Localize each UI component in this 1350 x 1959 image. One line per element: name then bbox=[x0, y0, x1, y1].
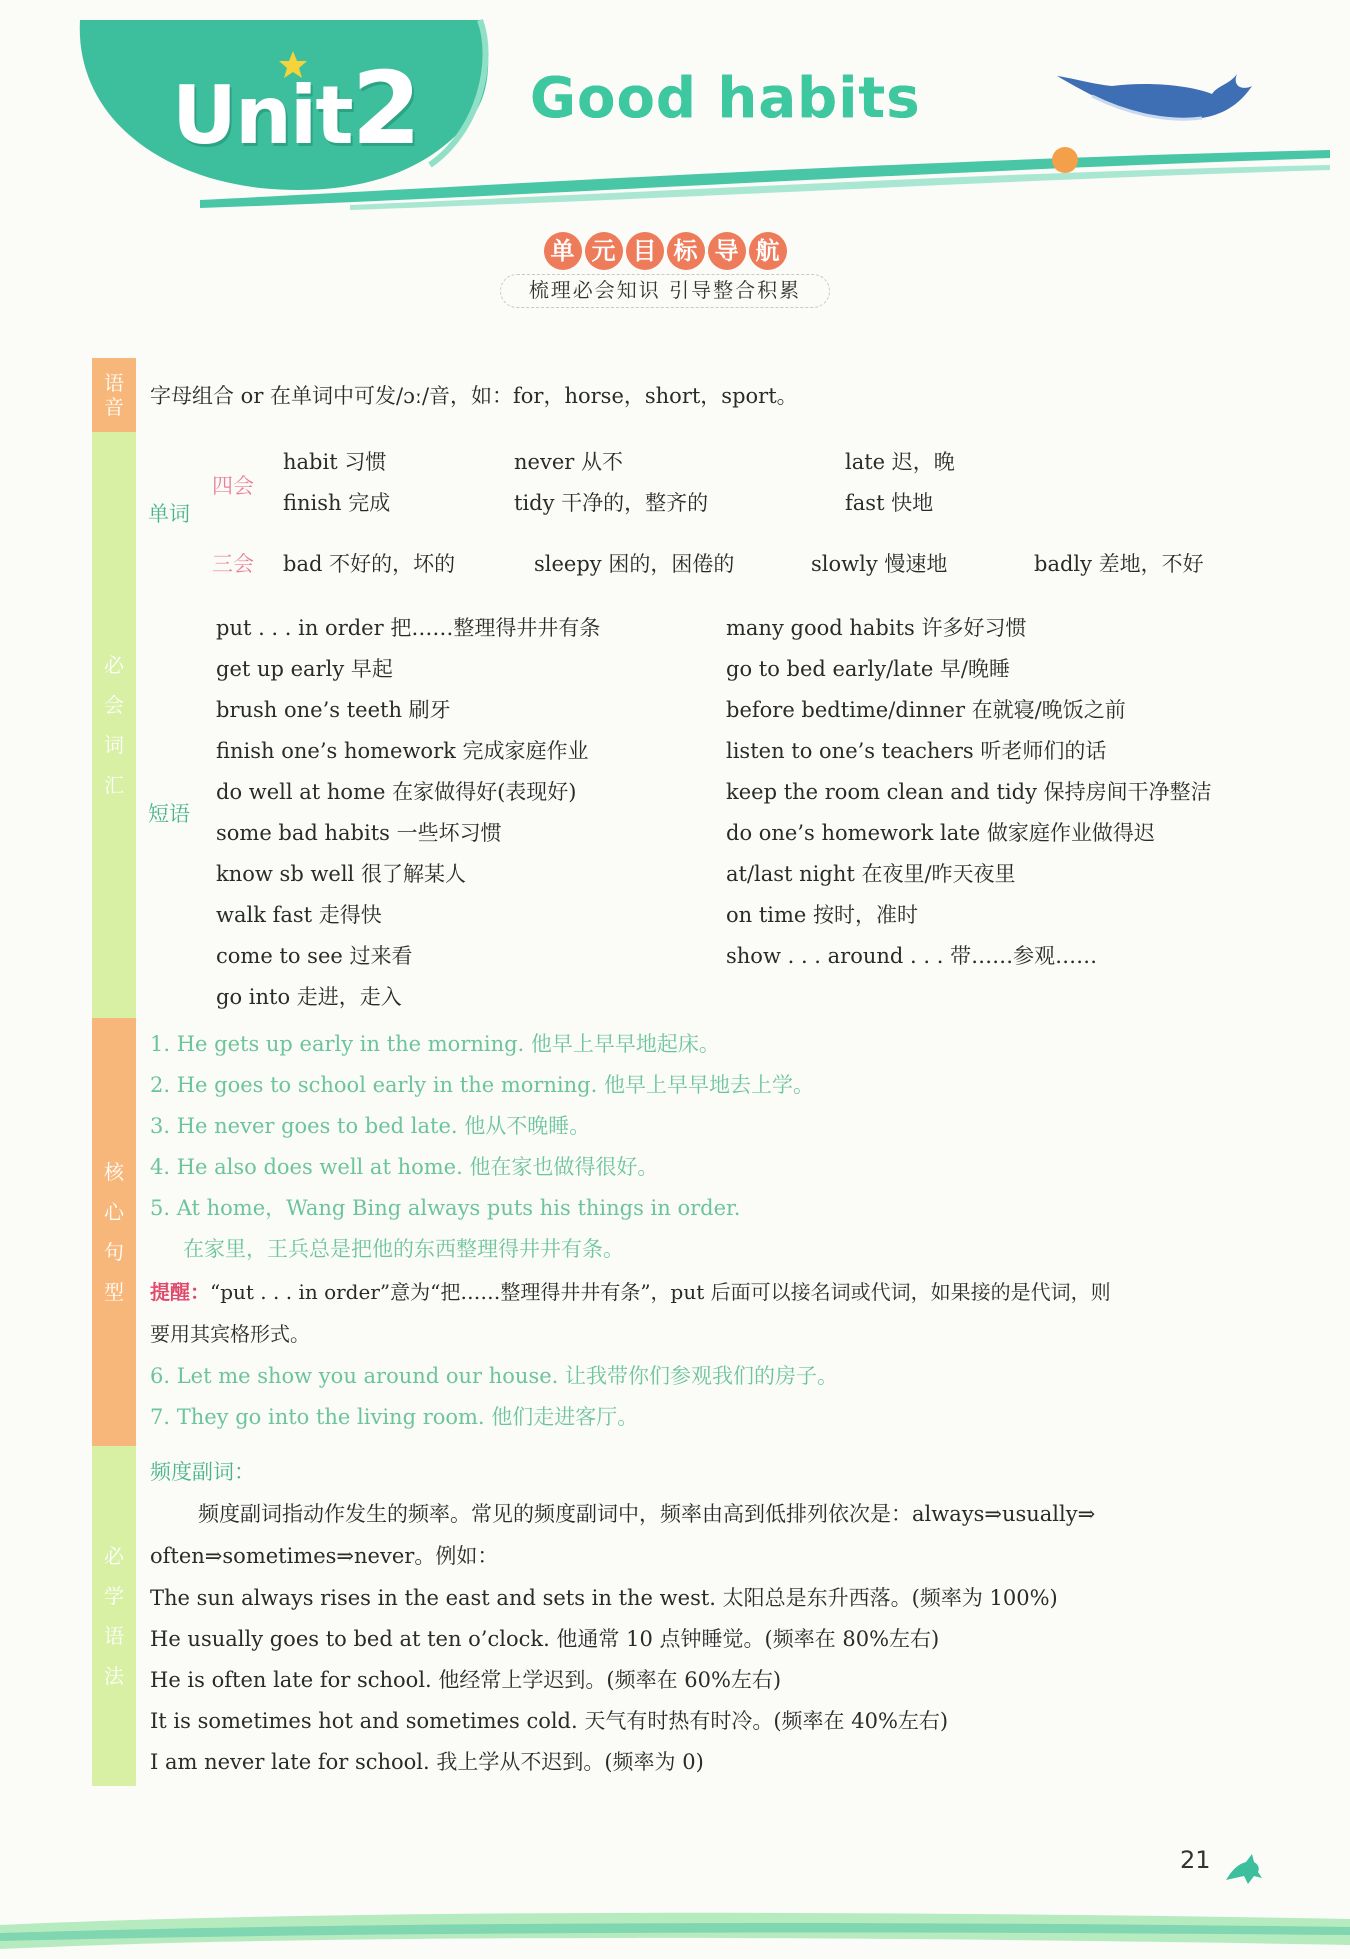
page-number: 21 bbox=[1180, 1846, 1211, 1874]
phrase-item: go to bed early/late 早/晚睡 bbox=[726, 657, 1011, 681]
four-words-col1 bbox=[283, 446, 390, 528]
orange-ball-icon bbox=[1050, 145, 1080, 175]
phrase-item: brush one’s teeth 刷牙 bbox=[216, 698, 451, 722]
four-words-col2 bbox=[514, 446, 708, 528]
footer-band bbox=[0, 1905, 1350, 1959]
unit-title: Good habits bbox=[530, 66, 921, 131]
phrase-item: keep the room clean and tidy 保持房间干净整洁 bbox=[726, 780, 1212, 804]
phrase-item: know sb well 很了解某人 bbox=[216, 862, 466, 886]
phrase-item: do one’s homework late 做家庭作业做得迟 bbox=[726, 821, 1155, 845]
sentence-item: 3. He never goes to bed late. 他从不晚睡。 bbox=[150, 1114, 591, 1138]
word-item: sleepy 困的，困倦的 bbox=[534, 552, 735, 576]
four-words-col3 bbox=[845, 446, 955, 528]
word-item: slowly 慢速地 bbox=[811, 552, 948, 576]
key-sentences-list-2 bbox=[150, 1360, 838, 1442]
grammar-heading: 频度副词： bbox=[150, 1460, 255, 1484]
sentence-item: 2. He goes to school early in the morning. 他早上早早地去上学。 bbox=[150, 1073, 814, 1097]
phrase-item: walk fast 走得快 bbox=[216, 903, 382, 927]
phrase-item: before bedtime/dinner 在就寝/晚饭之前 bbox=[726, 698, 1126, 722]
word-item: finish 完成 bbox=[283, 491, 391, 515]
example-item: He is often late for school. 他经常上学迟到。(频率在 60%左右) bbox=[150, 1668, 782, 1692]
sentence-item: 6. Let me show you around our house. 让我带你们参观我们的房子。 bbox=[150, 1364, 839, 1388]
phrases-left-col bbox=[216, 612, 600, 1022]
phrase-item: get up early 早起 bbox=[216, 657, 393, 681]
phrase-item: on time 按时，准时 bbox=[726, 903, 919, 927]
nav-title: 单 元 目 标 导 航 bbox=[540, 232, 790, 272]
phrase-item: go into 走进，走入 bbox=[216, 985, 402, 1009]
nav-subtitle: 梳理必会知识 引导整合积累 bbox=[500, 274, 830, 308]
tip-line-1: 提醒：“put . . . in order”意为“把……整理得井井有条”，put 后面可以接名词或代词，如果接的是代词，则 bbox=[150, 1280, 1111, 1304]
phonics-text: 字母组合 or 在单词中可发/ɔː/音，如：for，horse，short，sport。 bbox=[150, 384, 798, 408]
key-sentences-list bbox=[150, 1028, 814, 1274]
phrases-label: 短语 bbox=[148, 802, 190, 826]
unit-label: Unit2 bbox=[172, 50, 420, 167]
tip-line-2: 要用其宾格形式。 bbox=[150, 1322, 310, 1346]
phrase-item: come to see 过来看 bbox=[216, 944, 413, 968]
phrase-item: some bad habits 一些坏习惯 bbox=[216, 821, 502, 845]
sidebar-vocab: 必 会 词 汇 bbox=[92, 432, 136, 1018]
sidebar-grammar: 必 学 语 法 bbox=[92, 1446, 136, 1786]
grammar-intro-2: often⇒sometimes⇒never。例如： bbox=[150, 1544, 499, 1568]
four-skill-label: 四会 bbox=[212, 474, 254, 498]
phrase-item: many good habits 许多好习惯 bbox=[726, 616, 1027, 640]
example-item: It is sometimes hot and sometimes cold. 天气有时热有时冷。(频率在 40%左右) bbox=[150, 1709, 949, 1733]
tip-label: 提醒： bbox=[150, 1280, 210, 1304]
word-item: badly 差地，不好 bbox=[1034, 552, 1204, 576]
sidebar-sentences: 核 心 句 型 bbox=[92, 1018, 136, 1446]
grammar-examples bbox=[150, 1582, 1058, 1787]
sentence-item: 在家里，王兵总是把他的东西整理得井井有条。 bbox=[183, 1237, 624, 1261]
word-item: never 从不 bbox=[514, 450, 623, 474]
phrase-item: at/last night 在夜里/昨天夜里 bbox=[726, 862, 1016, 886]
example-item: I am never late for school. 我上学从不迟到。(频率为 0) bbox=[150, 1750, 704, 1774]
sentence-item: 5. At home，Wang Bing always puts his things in order. bbox=[150, 1196, 741, 1220]
three-skill-label: 三会 bbox=[212, 552, 254, 576]
whale-icon bbox=[1052, 56, 1262, 156]
word-item: fast 快地 bbox=[845, 491, 934, 515]
example-item: The sun always rises in the east and sets in the west. 太阳总是东升西落。(频率为 100%) bbox=[150, 1586, 1058, 1610]
sidebar-phonics: 语 音 bbox=[92, 358, 136, 432]
phrase-item: finish one’s homework 完成家庭作业 bbox=[216, 739, 589, 763]
word-item: bad 不好的，坏的 bbox=[283, 552, 456, 576]
sentence-item: 4. He also does well at home. 他在家也做得很好。 bbox=[150, 1155, 659, 1179]
word-item: late 迟，晚 bbox=[845, 450, 955, 474]
phrase-item: show . . . around . . . 带……参观…… bbox=[726, 944, 1098, 968]
grammar-intro-1: 频度副词指动作发生的频率。常见的频度副词中，频率由高到低排列依次是：always⇒usually⇒ bbox=[198, 1502, 1096, 1526]
sentence-item: 7. They go into the living room. 他们走进客厅。 bbox=[150, 1405, 639, 1429]
phrases-right-col bbox=[726, 612, 1212, 981]
phrase-item: do well at home 在家做得好(表现好) bbox=[216, 780, 577, 804]
words-label: 单词 bbox=[148, 502, 190, 526]
word-item: tidy 干净的，整齐的 bbox=[514, 491, 709, 515]
phrase-item: put . . . in order 把……整理得井井有条 bbox=[216, 616, 601, 640]
phrase-item: listen to one’s teachers 听老师们的话 bbox=[726, 739, 1107, 763]
dinosaur-icon bbox=[1222, 1850, 1264, 1886]
unit-goal-badge bbox=[500, 232, 830, 308]
sentence-item: 1. He gets up early in the morning. 他早上早早地起床。 bbox=[150, 1032, 720, 1056]
word-item: habit 习惯 bbox=[283, 450, 387, 474]
example-item: He usually goes to bed at ten o’clock. 他通常 10 点钟睡觉。(频率在 80%左右) bbox=[150, 1627, 940, 1651]
